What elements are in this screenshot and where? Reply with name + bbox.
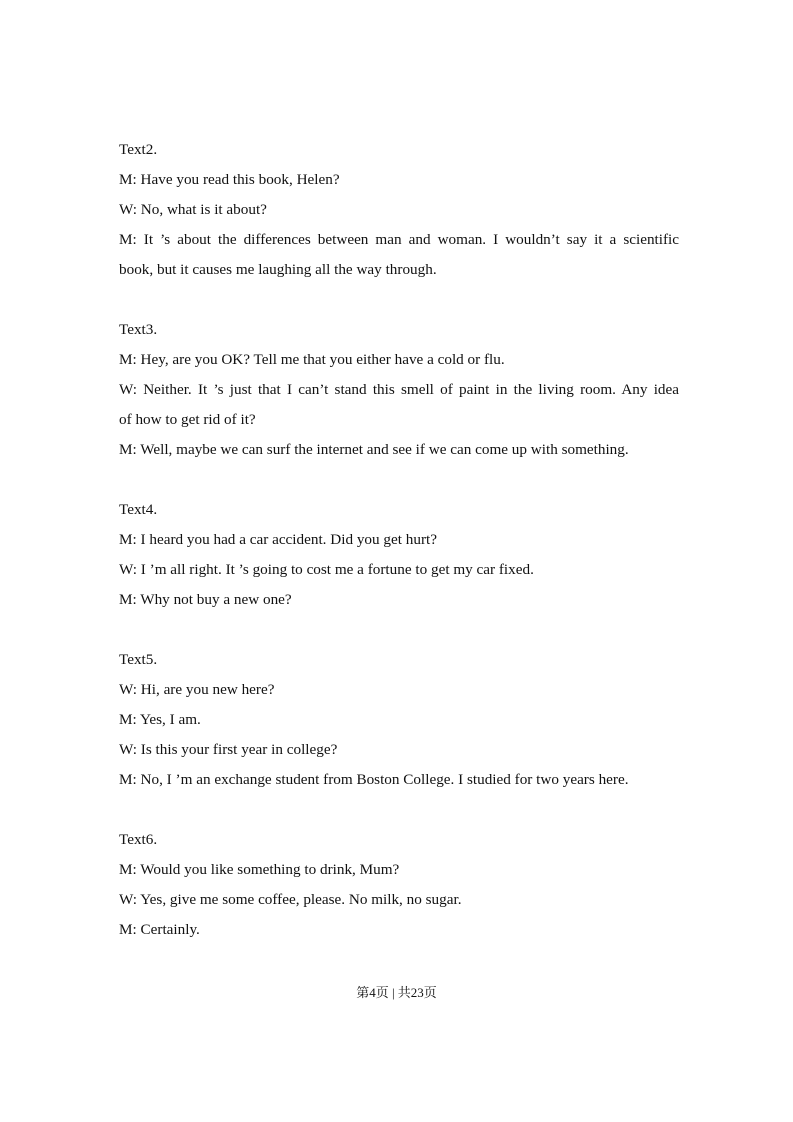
- dialogue-line: W: I ’m all right. It ’s going to cost me a fortune to get my car fixed.: [119, 561, 534, 578]
- dialogue-line: M: Yes, I am.: [119, 711, 201, 728]
- section-text2: [119, 135, 679, 285]
- dialogue-line: W: Neither. It ’s just that I can’t stand this smell of paint in the living room. Any idea: [119, 381, 679, 398]
- dialogue-line: book, but it causes me laughing all the way through.: [119, 261, 437, 278]
- section-heading: Text3.: [119, 321, 158, 338]
- section-heading: Text5.: [119, 651, 158, 668]
- dialogue-line: M: Would you like something to drink, Mum?: [119, 861, 400, 878]
- dialogue-line: M: Why not buy a new one?: [119, 591, 292, 608]
- dialogue-line: W: Yes, give me some coffee, please. No milk, no sugar.: [119, 891, 462, 908]
- section-text3: [119, 315, 679, 465]
- dialogue-line: W: No, what is it about?: [119, 201, 267, 218]
- dialogue-line: M: No, I ’m an exchange student from Boston College. I studied for two years here.: [119, 771, 629, 788]
- dialogue-line: M: Have you read this book, Helen?: [119, 171, 340, 188]
- dialogue-line: M: Hey, are you OK? Tell me that you either have a cold or flu.: [119, 351, 505, 368]
- dialogue-line: M: Well, maybe we can surf the internet and see if we can come up with something.: [119, 441, 629, 458]
- section-text4: [119, 495, 679, 615]
- page-number-label: 第4页 | 共23页: [356, 985, 437, 1000]
- section-heading: Text6.: [119, 831, 158, 848]
- section-gap: [119, 285, 679, 315]
- page-footer: [0, 984, 793, 1002]
- dialogue-line: M: It ’s about the differences between man and woman. I wouldn’t say it a scientific: [119, 231, 679, 248]
- dialogue-line: W: Hi, are you new here?: [119, 681, 275, 698]
- dialogue-line: M: Certainly.: [119, 921, 200, 938]
- section-gap: [119, 465, 679, 495]
- section-heading: Text4.: [119, 501, 158, 518]
- dialogue-line: of how to get rid of it?: [119, 411, 256, 428]
- page-content: [119, 135, 679, 945]
- section-text6: [119, 825, 679, 945]
- section-heading: Text2.: [119, 141, 158, 158]
- dialogue-line: M: I heard you had a car accident. Did you get hurt?: [119, 531, 437, 548]
- dialogue-line: W: Is this your first year in college?: [119, 741, 338, 758]
- section-gap: [119, 615, 679, 645]
- section-gap: [119, 795, 679, 825]
- section-text5: [119, 645, 679, 795]
